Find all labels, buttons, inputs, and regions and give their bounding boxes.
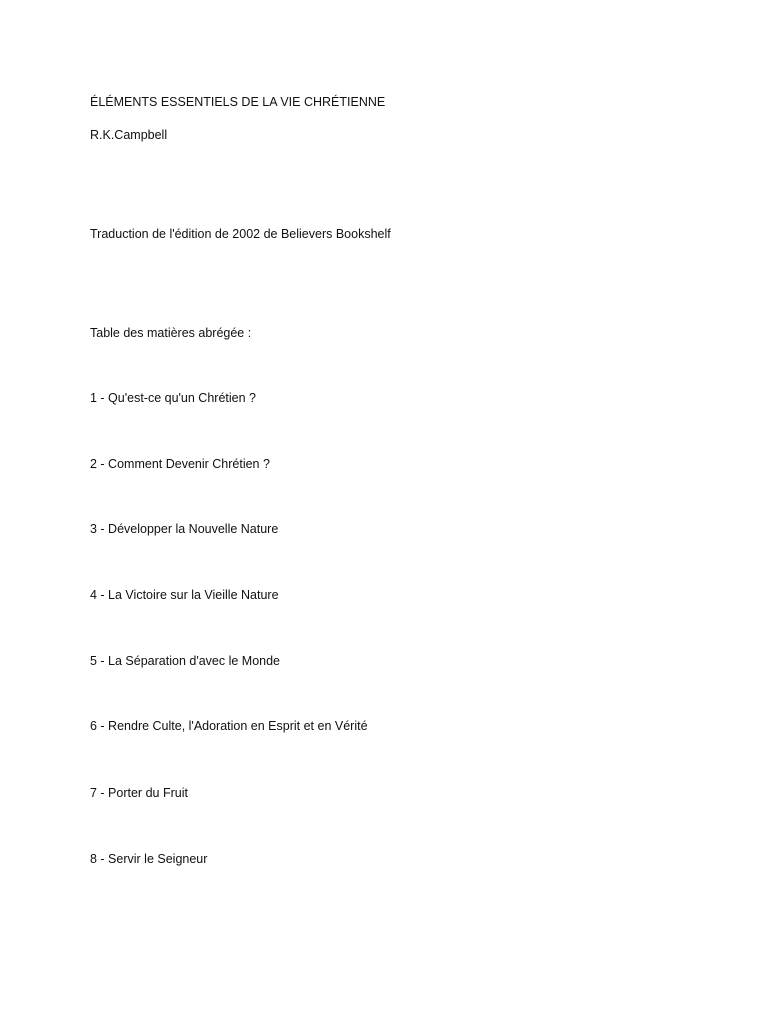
toc-item-8: 8 - Servir le Seigneur (90, 852, 208, 866)
document-title: ÉLÉMENTS ESSENTIELS DE LA VIE CHRÉTIENNE (90, 95, 386, 109)
toc-item-6: 6 - Rendre Culte, l'Adoration en Esprit et en Vérité (90, 719, 368, 733)
toc-item-5: 5 - La Séparation d'avec le Monde (90, 654, 281, 668)
toc-item-4: 4 - La Victoire sur la Vieille Nature (90, 588, 279, 602)
toc-item-3: 3 - Développer la Nouvelle Nature (90, 522, 279, 536)
toc-heading: Table des matières abrégée : (90, 326, 252, 340)
toc-item-2: 2 - Comment Devenir Chrétien ? (90, 457, 270, 471)
document-author: R.K.Campbell (90, 128, 168, 142)
toc-item-1: 1 - Qu'est-ce qu'un Chrétien ? (90, 391, 256, 405)
translation-note: Traduction de l'édition de 2002 de Believers Bookshelf (90, 227, 391, 241)
toc-item-7: 7 - Porter du Fruit (90, 786, 188, 800)
